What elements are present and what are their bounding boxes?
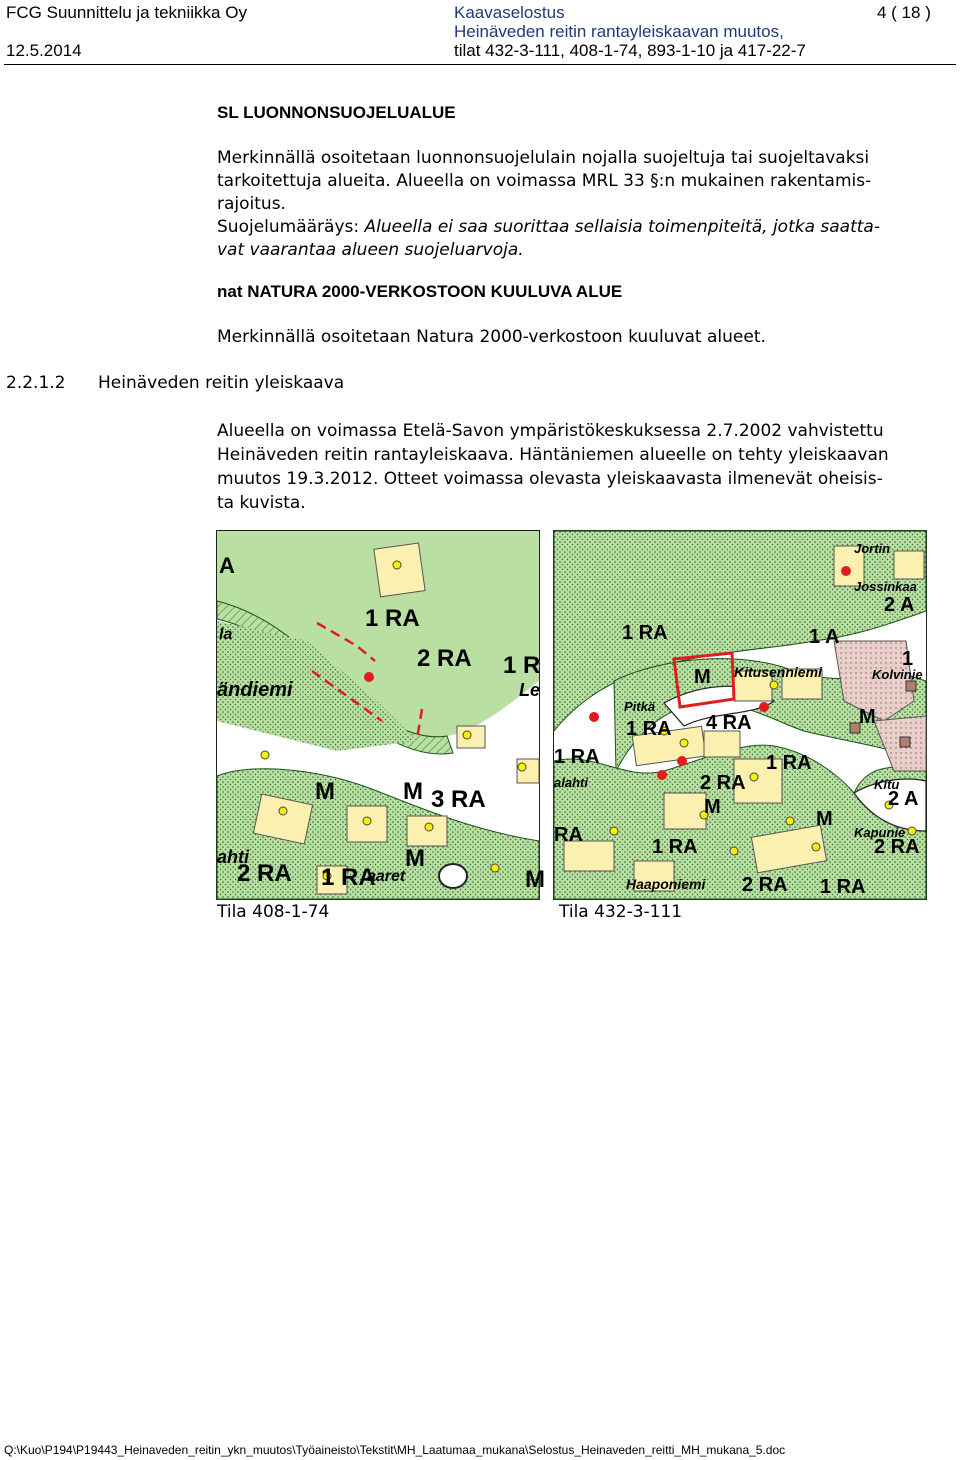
map-left-label: 1 R: [503, 652, 541, 679]
map-left-label: M: [403, 778, 423, 805]
footer-file-path: Q:\Kuo\P194\P19443_Heinaveden_reitin_ykn_muutos\Työaineisto\Tekstit\MH_Laatumaa_mukana\Selostus_Heinaveden_reitti_MH_mukana_5.doc: [4, 1443, 786, 1457]
map-left-label: 1 RA: [365, 605, 420, 632]
section-number: 2.2.1.2: [6, 373, 66, 393]
map-left-label: M: [405, 845, 425, 872]
map-left-label: la: [219, 626, 233, 643]
map-right-label: Kolvinie: [872, 667, 923, 682]
map-tila-408-1-74: [216, 530, 545, 900]
header-page-number: 4 ( 18 ): [877, 3, 931, 22]
map-right-label: 2 RA: [874, 836, 920, 858]
map-right-label: Haaponiemi: [626, 876, 706, 892]
yk-line-3: muutos 19.3.2012. Otteet voimassa olevasta yleiskaavasta ilmenevät oheisis-: [217, 469, 883, 489]
sl-line-3: rajoitus.: [217, 194, 286, 214]
map-right-label: 2 A: [888, 788, 919, 810]
map-left-label: Le: [519, 680, 541, 700]
yk-line-2: Heinäveden reitin rantayleiskaava. Häntäniemen alueelle on tehty yleiskaavan: [217, 445, 889, 465]
sl-order-text-2: vat vaarantaa alueen suojeluarvoja.: [217, 240, 524, 260]
map-right-label: 1 RA: [626, 718, 672, 740]
sl-order-text-1: Alueella ei saa suorittaa sellaisia toimenpiteitä, jotka saatta-: [364, 217, 880, 237]
sl-order-label: Suojelumääräys:: [217, 217, 365, 237]
map-right-label: 1 RA: [766, 752, 812, 774]
header-date: 12.5.2014: [6, 41, 82, 60]
sl-line-2: tarkoitettuja alueita. Alueella on voimassa MRL 33 §:n mukainen rakentamis-: [217, 171, 872, 191]
map-right-label: 4 RA: [706, 712, 752, 734]
map-left-label: 1 RA: [321, 864, 376, 891]
yleiskaava-paragraph: [217, 419, 957, 515]
yk-line-1: Alueella on voimassa Etelä-Savon ympäristökeskuksessa 2.7.2002 vahvistettu: [217, 421, 884, 441]
map-right-label: 2 RA: [742, 874, 788, 896]
header-doc-type: Kaavaselostus: [454, 3, 565, 22]
sl-paragraph: [217, 147, 957, 262]
map-right-label: 1 RA: [820, 876, 866, 898]
sl-heading: SL LUONNONSUOJELUALUE: [217, 103, 456, 122]
map-left-label: aaret: [367, 868, 406, 885]
yk-line-4: ta kuvista.: [217, 493, 306, 513]
map-right-label: Kapunie: [854, 825, 906, 840]
map-right-label: alahti: [554, 775, 588, 790]
map-tila-432-3-111: [553, 530, 927, 900]
header-rule: [4, 64, 956, 65]
map-right-label: 1: [902, 648, 914, 670]
map-left-caption: Tila 408-1-74: [217, 902, 330, 922]
map-right-label: RA: [554, 824, 583, 846]
map-left-svg: [217, 531, 545, 899]
map-right-label: 1 A: [809, 626, 840, 648]
map-right-label: 1 RA: [622, 622, 668, 644]
map-right-label: 1 RA: [652, 836, 698, 858]
map-left-label: 3 RA: [431, 786, 486, 813]
map-left-label: M: [525, 866, 545, 893]
map-right-label: M: [859, 706, 876, 728]
map-right-label: 1 RA: [554, 746, 600, 768]
map-right-caption: Tila 432-3-111: [559, 902, 683, 922]
map-right-label: 2 A: [884, 594, 915, 616]
nat-text: Merkinnällä osoitetaan Natura 2000-verkostoon kuuluvat alueet.: [217, 327, 766, 347]
map-left-label: M: [315, 778, 335, 805]
map-left-label: ändiemi: [217, 679, 293, 701]
map-right-label: Jossinkaa: [854, 579, 917, 594]
map-right-label: Kitusenniemi: [734, 664, 822, 680]
map-left-label: A: [219, 553, 235, 578]
map-left-label: 2 RA: [417, 645, 472, 672]
map-right-label: Pitkä: [624, 699, 656, 714]
map-right-label: M: [704, 796, 721, 818]
map-right-label: Jortin: [854, 541, 891, 556]
map-right-label: M: [816, 808, 833, 830]
sl-line-1: Merkinnällä osoitetaan luonnonsuojelulain nojalla suojeltuja tai suojeltavaksi: [217, 148, 870, 168]
map-left-label: ahti: [217, 847, 250, 867]
section-title: Heinäveden reitin yleiskaava: [98, 373, 345, 393]
nat-heading: nat NATURA 2000-VERKOSTOON KUULUVA ALUE: [217, 282, 623, 301]
header-doc-title: Heinäveden reitin rantayleiskaavan muutos,: [454, 22, 784, 41]
sl-order-line-1: [217, 216, 957, 239]
header-company: FCG Suunnittelu ja tekniikka Oy: [6, 3, 247, 22]
map-right-svg: [554, 531, 926, 899]
map-right-label: 2 RA: [700, 772, 746, 794]
map-right-label: M: [694, 666, 711, 688]
map-right-label: Kitu: [874, 777, 900, 792]
header-doc-subtitle: tilat 432-3-111, 408-1-74, 893-1-10 ja 417-22-7: [454, 41, 806, 60]
map-left-label: 2 RA: [237, 860, 292, 887]
